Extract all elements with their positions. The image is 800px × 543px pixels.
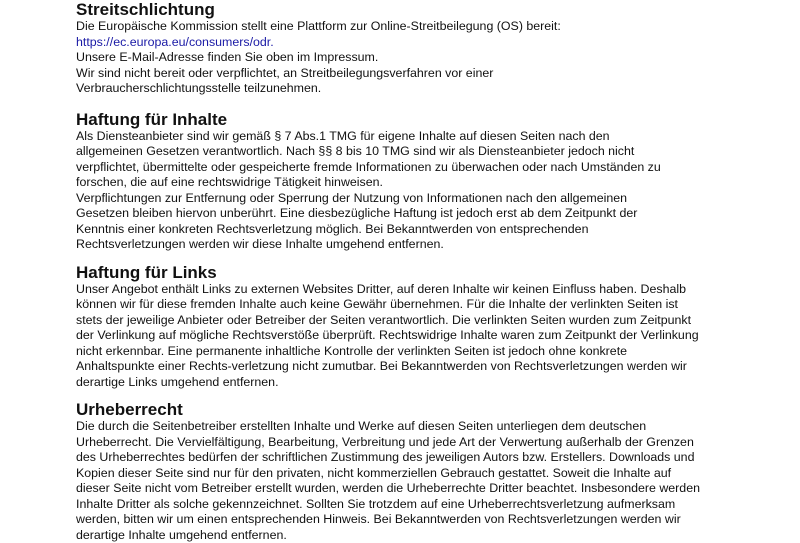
- odr-platform-link[interactable]: https://ec.europa.eu/consumers/odr.: [76, 35, 796, 51]
- body-line: Kopien dieser Seite sind nur für den privaten, nicht kommerziellen Gebrauch gestattet. Soweit die Inhalte auf: [76, 466, 796, 482]
- body-line: derartige Links umgehend entfernen.: [76, 375, 796, 391]
- body-line: Verpflichtungen zur Entfernung oder Sperrung der Nutzung von Informationen nach den allgemeinen: [76, 191, 796, 207]
- body-line: Unsere E-Mail-Adresse finden Sie oben im Impressum.: [76, 50, 796, 66]
- body-line: Als Diensteanbieter sind wir gemäß § 7 Abs.1 TMG für eigene Inhalte auf diesen Seiten nach den: [76, 129, 796, 145]
- body-line: Wir sind nicht bereit oder verpflichtet, an Streitbeilegungsverfahren vor einer: [76, 66, 796, 82]
- body-line: forschen, die auf eine rechtswidrige Tätigkeit hinweisen.: [76, 175, 796, 191]
- section-body: [76, 282, 796, 391]
- body-line: des Urheberrechtes bedürfen der schriftlichen Zustimmung des jeweiligen Autors bzw. Erstellers. Downloads und: [76, 450, 796, 466]
- body-line: Rechtsverletzungen werden wir diese Inhalte umgehend entfernen.: [76, 237, 796, 253]
- section-body: [76, 419, 796, 543]
- section-heading: Haftung für Inhalte: [76, 110, 796, 129]
- body-line: können wir für diese fremden Inhalte auch keine Gewähr übernehmen. Für die Inhalte der verlinkten Seiten ist: [76, 297, 796, 313]
- body-line: stets der jeweilige Anbieter oder Betreiber der Seiten verantwortlich. Die verlinkten Seiten wurden zum Zeitpunkt: [76, 313, 796, 329]
- body-line: Die Europäische Kommission stellt eine Plattform zur Online-Streitbeilegung (OS) bereit:: [76, 19, 796, 35]
- section-heading: Streitschlichtung: [76, 0, 796, 19]
- body-line: Inhalte Dritter als solche gekennzeichnet. Sollten Sie trotzdem auf eine Urheberrechtsverletzung aufmerksam: [76, 497, 796, 513]
- section-haftung-links: [76, 263, 796, 391]
- section-body: [76, 129, 796, 253]
- body-line: Unser Angebot enthält Links zu externen Websites Dritter, auf deren Inhalte wir keinen Einfluss haben. Deshalb: [76, 282, 796, 298]
- section-streitschlichtung: [76, 0, 796, 97]
- body-line: der Verlinkung auf mögliche Rechtsverstöße überprüft. Rechtswidrige Inhalte waren zum Zeitpunkt der Verlinkung: [76, 328, 796, 344]
- body-line: Die durch die Seitenbetreiber erstellten Inhalte und Werke auf diesen Seiten unterliegen dem deutschen: [76, 419, 796, 435]
- body-line: Gesetzen bleiben hiervon unberührt. Eine diesbezügliche Haftung ist jedoch erst ab dem Zeitpunkt der: [76, 206, 796, 222]
- spacer: [76, 390, 796, 400]
- spacer: [76, 253, 796, 263]
- body-line: derartige Inhalte umgehend entfernen.: [76, 528, 796, 543]
- section-haftung-inhalte: [76, 110, 796, 253]
- body-line: nicht erkennbar. Eine permanente inhaltliche Kontrolle der verlinkten Seiten ist jedoch ohne konkrete: [76, 344, 796, 360]
- spacer: [76, 97, 796, 110]
- body-line: Verbraucherschlichtungsstelle teilzunehmen.: [76, 81, 796, 97]
- section-heading: Urheberrecht: [76, 400, 796, 419]
- body-line: Kenntnis einer konkreten Rechtsverletzung möglich. Bei Bekanntwerden von entsprechenden: [76, 222, 796, 238]
- section-heading: Haftung für Links: [76, 263, 796, 282]
- document-page: [76, 0, 796, 543]
- body-line: Urheberrecht. Die Vervielfältigung, Bearbeitung, Verbreitung und jede Art der Verwertung außerhalb der Grenzen: [76, 435, 796, 451]
- body-line: allgemeinen Gesetzen verantwortlich. Nach §§ 8 bis 10 TMG sind wir als Diensteanbieter jedoch nicht: [76, 144, 796, 160]
- body-line: werden, bitten wir um einen entsprechenden Hinweis. Bei Bekanntwerden von Rechtsverletzungen werden wir: [76, 512, 796, 528]
- body-line: Anhaltspunkte einer Rechts-verletzung nicht zumutbar. Bei Bekanntwerden von Rechtsverletzungen werden wir: [76, 359, 796, 375]
- body-line: verpflichtet, übermittelte oder gespeicherte fremde Informationen zu überwachen oder nach Umständen zu: [76, 160, 796, 176]
- section-urheberrecht: [76, 400, 796, 543]
- section-body: [76, 19, 796, 97]
- body-line: dieser Seite nicht vom Betreiber erstellt wurden, werden die Urheberrechte Dritter beachtet. Insbesondere werden: [76, 481, 796, 497]
